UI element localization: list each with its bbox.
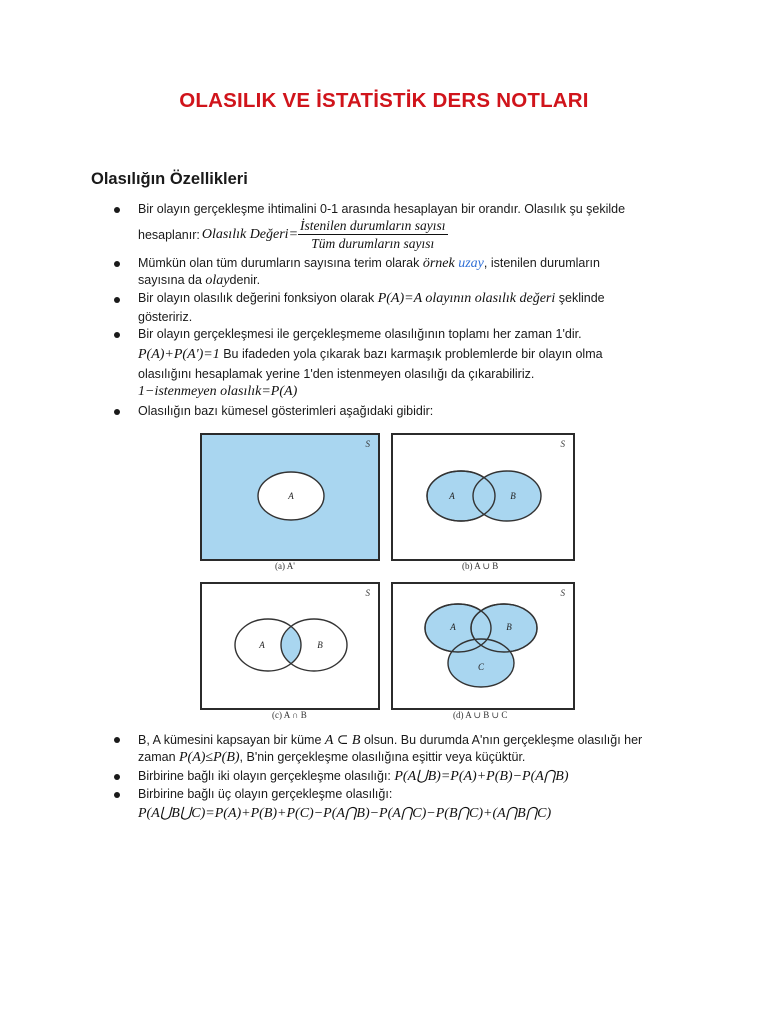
bullet-6-text-a: B, A kümesini kapsayan bir küme: [138, 733, 325, 747]
probability-formula-lhs: Olasılık Değeri=: [201, 226, 299, 242]
inequality-formula: P(A)≤P(B): [179, 750, 240, 765]
term-olay: olay: [205, 273, 230, 288]
bullet-2-text-b: , istenilen durumların: [483, 256, 600, 270]
complement-formula: P(A)+P(A')=1: [138, 347, 220, 362]
set-label: B: [510, 491, 516, 501]
set-label: B: [317, 640, 323, 650]
bullet-6-text-d: , B'nin gerçekleşme olasılığına eşittir veya küçüktür.: [239, 750, 526, 764]
bullet-2-line-2: [138, 273, 260, 289]
bullet-8-line-1: Birbirine bağlı üç olayın gerçekleşme olasılığı:: [138, 787, 393, 801]
venn-caption-b: (b) A ∪ B: [462, 561, 499, 571]
bullet-4-line-4: 1−istenmeyen olasılık=P(A): [138, 384, 298, 399]
universe-label: S: [560, 588, 565, 598]
set-label: B: [506, 622, 512, 632]
bullet-4-line-2: [138, 347, 603, 363]
two-event-union-formula: P(A⋃B)=P(A)+P(B)−P(A⋂B): [394, 769, 569, 784]
venn-svg: [202, 435, 378, 559]
fraction-denominator: Tüm durumların sayısı: [311, 235, 435, 251]
bullet-dot: [114, 737, 120, 743]
bullet-3-line-1: [138, 291, 605, 307]
bullet-7-line-1: [138, 768, 569, 785]
fraction-numerator: İstenilen durumların sayısı: [300, 218, 446, 233]
venn-svg: [393, 435, 573, 559]
bullet-dot: [114, 774, 120, 780]
subset-formula: A ⊂ B: [324, 733, 361, 748]
set-label: A: [450, 622, 456, 632]
bullet-4-line-3: olasılığını hesaplamak yerine 1'den istenmeyen olasılığı da çıkarabiliriz.: [138, 367, 535, 381]
bullet-6-line-1: [138, 732, 642, 749]
three-event-union-formula: P(A⋃B⋃C)=P(A)+P(B)+P(C)−P(A⋂B)−P(A⋂C)−P(B⋂C)+(A⋂B⋂C): [138, 806, 552, 821]
set-label: C: [477, 662, 485, 672]
bullet-dot: [114, 207, 120, 213]
bullet-7-text: Birbirine bağlı iki olayın gerçekleşme olasılığı:: [138, 769, 395, 783]
bullet-1-text: hesaplanır:: [138, 227, 200, 242]
bullet-1-line-1: Bir olayın gerçekleşme ihtimalini 0-1 arasında hesaplayan bir orandır. Olasılık şu şekilde: [138, 202, 626, 216]
bullet-dot: [114, 297, 120, 303]
venn-panel-complement: [200, 433, 380, 561]
venn-svg: [393, 584, 573, 708]
section-heading: Olasılığın Özellikleri: [91, 170, 248, 188]
venn-caption-d: (d) A ∪ B ∪ C: [453, 710, 508, 720]
set-label: A: [288, 491, 294, 501]
bullet-2-text-a: Mümkün olan tüm durumların sayısına terim olarak: [138, 256, 423, 270]
set-b-ellipse: [473, 471, 541, 521]
term-ornek: örnek: [422, 256, 455, 271]
bullet-6-line-2: [138, 750, 525, 766]
term-uzay: uzay: [458, 256, 484, 271]
venn-panel-intersection: [200, 582, 380, 710]
bullet-4-text-b: Bu ifadeden yola çıkarak bazı karmaşık problemlerde bir olayın olma: [219, 347, 603, 361]
bullet-2-text-c: sayısına da: [138, 273, 206, 287]
bullet-6-text-b: olsun. Bu durumda A'nın gerçekleşme olasılığı her: [360, 733, 643, 747]
bullet-4-line-1: Bir olayın gerçekleşmesi ile gerçekleşmeme olasılığının toplamı her zaman 1'dir.: [138, 327, 582, 341]
bullet-5-line-1: Olasılığın bazı kümesel gösterimleri aşağıdaki gibidir:: [138, 404, 434, 418]
venn-caption-a: (a) A': [275, 561, 295, 571]
bullet-3-text-b: şeklinde: [555, 291, 605, 305]
bullet-2-text-d: denir.: [229, 273, 261, 287]
bullet-1-line-2: [138, 219, 448, 250]
bullet-dot: [114, 261, 120, 267]
bullet-6-text-c: zaman: [138, 750, 179, 764]
venn-panel-triple-union: [391, 582, 575, 710]
venn-svg: [202, 584, 378, 708]
set-label: A: [449, 491, 455, 501]
bullet-dot: [114, 332, 120, 338]
universe-label: S: [560, 439, 565, 449]
venn-panel-union: [391, 433, 575, 561]
venn-caption-c: (c) A ∩ B: [272, 710, 307, 720]
probability-function-formula: P(A)=A olayının olasılık değeri: [377, 291, 556, 306]
bullet-dot: [114, 409, 120, 415]
universe-label: S: [365, 439, 370, 449]
document-title: OLASILIK VE İSTATİSTİK DERS NOTLARI: [179, 89, 589, 112]
bullet-3-line-2: gösteririz.: [138, 310, 193, 324]
bullet-3-text-a: Bir olayın olasılık değerini fonksiyon olarak: [138, 291, 378, 305]
universe-label: S: [365, 588, 370, 598]
probability-fraction: [298, 219, 448, 250]
bullet-2-line-1: [138, 256, 600, 272]
bullet-dot: [114, 792, 120, 798]
set-label: A: [259, 640, 265, 650]
